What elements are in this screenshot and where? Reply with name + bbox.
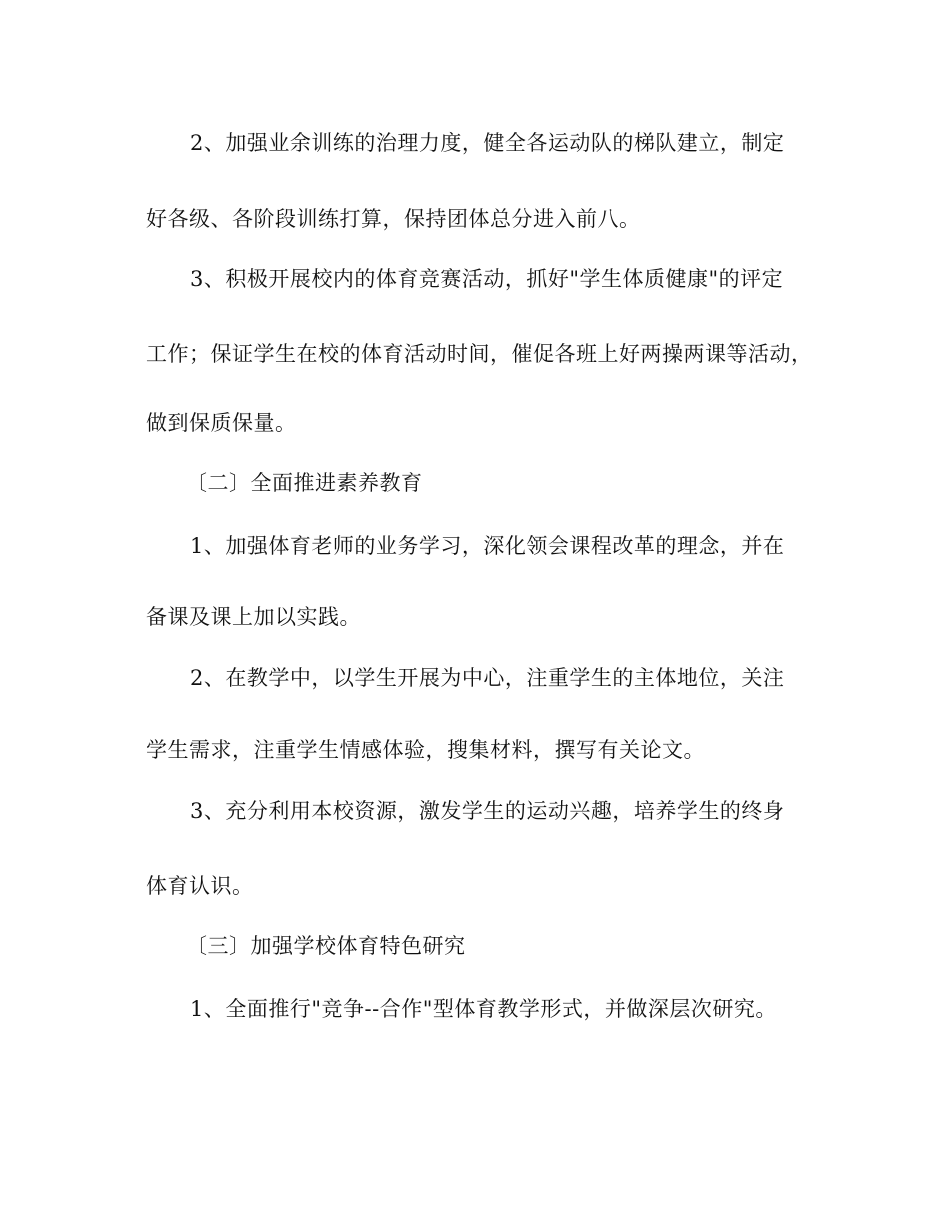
section-2-item-1-line-1: 1、加强体育老师的业务学习，深化领会课程改革的理念，并在 bbox=[190, 534, 785, 558]
section-2-item-2-line-2: 学生需求，注重学生情感体验，搜集材料，撰写有关论文。 bbox=[146, 738, 705, 762]
section-heading-3: 〔三〕加强学校体育特色研究 bbox=[186, 934, 466, 958]
section-3-item-1-line-1: 1、全面推行"竞争--合作"型体育教学形式，并做深层次研究。 bbox=[190, 997, 777, 1021]
paragraph-3-line-2: 工作；保证学生在校的体育活动时间，催促各班上好两操两课等活动， bbox=[146, 342, 813, 366]
section-2-item-1-line-2: 备课及课上加以实践。 bbox=[146, 605, 361, 629]
paragraph-3-line-1: 3、积极开展校内的体育竞赛活动，抓好"学生体质健康"的评定 bbox=[190, 267, 784, 291]
section-2-item-2-line-1: 2、在教学中，以学生开展为中心，注重学生的主体地位，关注 bbox=[190, 666, 785, 690]
paragraph-2-line-2: 好各级、各阶段训练打算，保持团体总分进入前八。 bbox=[146, 207, 641, 231]
paragraph-3-line-3: 做到保质保量。 bbox=[146, 411, 297, 435]
section-2-item-3-line-2: 体育认识。 bbox=[146, 874, 254, 898]
section-2-item-3-line-1: 3、充分利用本校资源，激发学生的运动兴趣，培养学生的终身 bbox=[190, 799, 785, 823]
section-heading-2: 〔二〕全面推进素养教育 bbox=[186, 471, 423, 495]
paragraph-2-line-1: 2、加强业余训练的治理力度，健全各运动队的梯队建立，制定 bbox=[190, 131, 785, 155]
